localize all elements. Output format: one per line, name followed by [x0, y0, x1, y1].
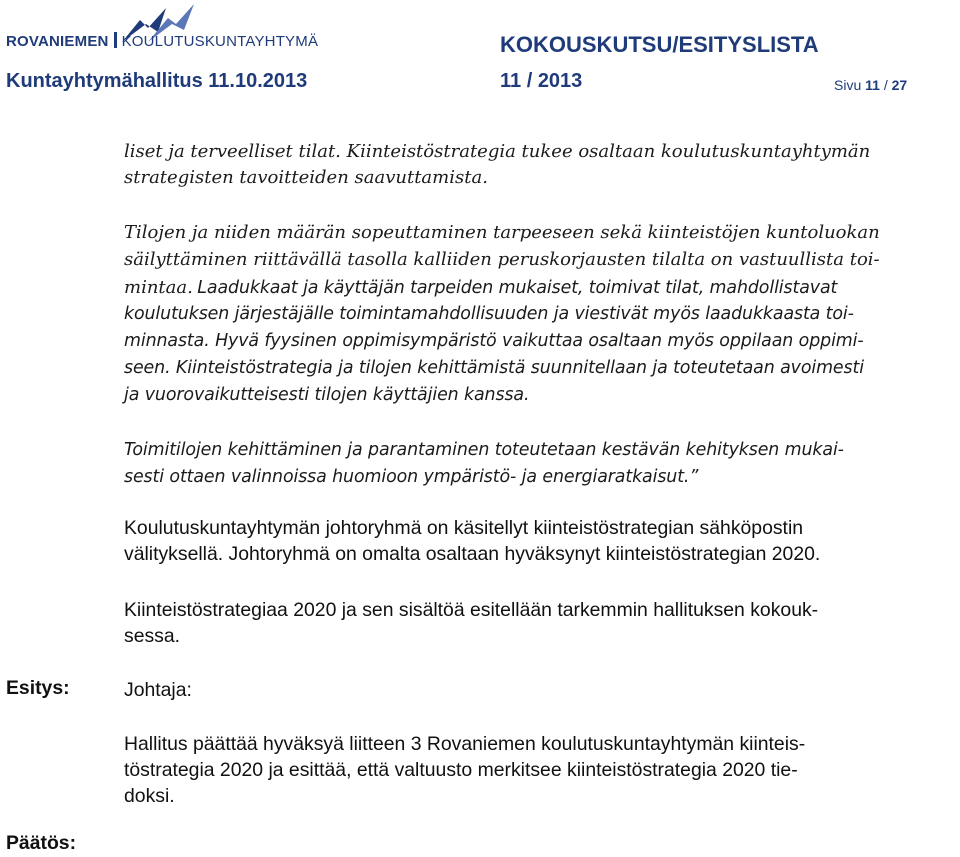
quote-p2-line-6: seen. Kiinteistöstrategia ja tilojen kehittämistä suunnitellaan ja toteutetaan avoimesti: [124, 358, 864, 378]
page-separator: /: [883, 77, 888, 93]
quote-p1-line-1: liset ja terveelliset tilat. Kiinteistöstrategia tukee osaltaan koulutuskuntayhtymän: [124, 141, 871, 162]
paragraph-management-group-line-2: välityksellä. Johtoryhmä on omalta osaltaan hyväksynyt kiinteistöstrategian 2020.: [124, 543, 821, 565]
issue-number: 11 / 2013: [500, 70, 583, 92]
meeting-title-date: Kuntayhtymähallitus 11.10.2013: [6, 70, 308, 92]
proposal-text-line-3: doksi.: [124, 785, 175, 807]
page-total: 27: [891, 77, 908, 93]
quote-p2-line-4: koulutuksen järjestäjälle toimintamahdollisuuden ja viestivät myös laadukkaasta toi-: [124, 304, 854, 324]
quote-p2-line-3-sans: Laadukkaat ja käyttäjän tarpeiden mukaiset, toimivat tilat, mahdollistavat: [197, 278, 838, 298]
quote-p2-line-3-serif: mintaa.: [124, 277, 193, 298]
document-type-title: KOKOUSKUTSU/ESITYSLISTA: [500, 32, 819, 57]
quote-p3-line-2: sesti ottaen valinnoissa huomioon ympäristö- ja energiaratkaisut.”: [124, 467, 699, 487]
decision-label: Päätös:: [6, 832, 77, 854]
logo-wordmark: [6, 32, 318, 50]
quote-p2-line-1: Tilojen ja niiden määrän sopeuttaminen tarpeeseen sekä kiinteistöjen kuntoluokan: [124, 222, 880, 243]
paragraph-presentation-line-1: Kiinteistöstrategiaa 2020 ja sen sisältöä esitellään tarkemmin hallituksen kokouk-: [124, 599, 819, 621]
page-current: 11: [865, 77, 880, 93]
paragraph-management-group-line-1: Koulutuskuntayhtymän johtoryhmä on käsitellyt kiinteistöstrategian sähköpostin: [124, 517, 804, 539]
quote-p2-line-7: ja vuorovaikutteisesti tilojen käyttäjien kanssa.: [124, 385, 530, 405]
proposer-label: Johtaja:: [124, 679, 192, 701]
quote-p2-line-3: [124, 274, 837, 302]
logo-word-koulutuskuntayhtyma: KOULUTUSKUNTAYHTYMÄ: [121, 33, 319, 50]
proposal-text-line-1: Hallitus päättää hyväksyä liitteen 3 Rovaniemen koulutuskuntayhtymän kiinteis-: [124, 733, 806, 755]
quote-p2-line-5: minnasta. Hyvä fyysinen oppimisympäristö vaikuttaa osaltaan myös oppilaan oppimi-: [124, 331, 864, 351]
paragraph-presentation-line-2: sessa.: [124, 625, 181, 647]
quote-p2-line-2: säilyttäminen riittävällä tasolla kalliiden peruskorjausten tilalta on vastuullista toi-: [124, 249, 880, 270]
page-label: Sivu: [834, 77, 862, 93]
logo-separator: [114, 32, 117, 48]
logo-word-rovaniemen: ROVANIEMEN: [6, 33, 109, 50]
quote-p1-line-2: strategisten tavoitteiden saavuttamista.: [124, 167, 488, 188]
quote-p3-line-1: Toimitilojen kehittäminen ja parantaminen toteutetaan kestävän kehityksen mukai-: [124, 440, 844, 460]
page-indicator: [834, 77, 907, 93]
proposal-label: Esitys:: [6, 677, 70, 699]
proposal-text-line-2: töstrategia 2020 ja esittää, että valtuusto merkitsee kiinteistöstrategia 2020 tie-: [124, 759, 798, 781]
